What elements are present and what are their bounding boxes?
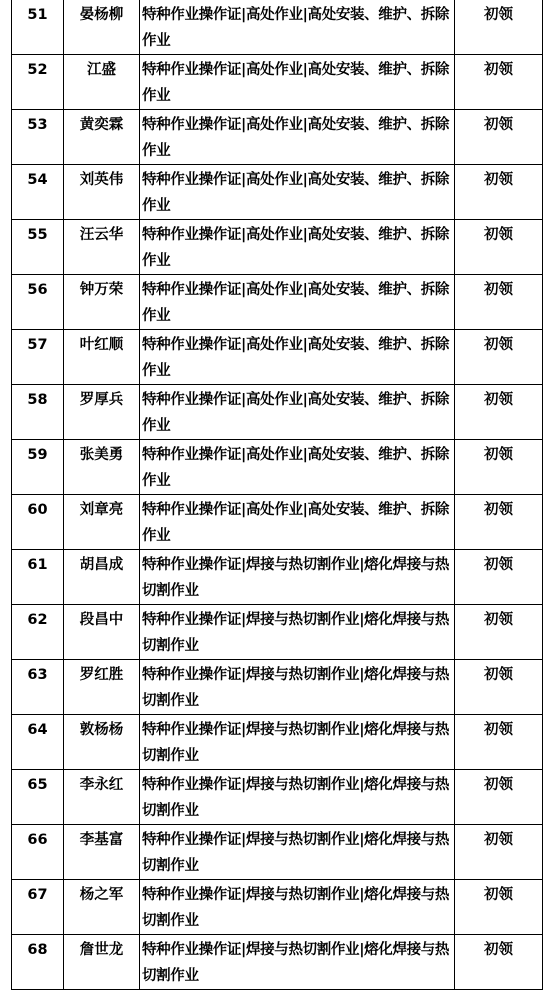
application-type: 初领 <box>455 55 543 110</box>
row-number: 56 <box>12 275 64 330</box>
person-name: 刘英伟 <box>64 165 140 220</box>
row-number: 68 <box>12 935 64 990</box>
row-number: 63 <box>12 660 64 715</box>
table-row <box>12 935 543 990</box>
person-name: 段昌中 <box>64 605 140 660</box>
certificate-type: 特种作业操作证|焊接与热切割作业|熔化焊接与热切割作业 <box>140 880 455 935</box>
row-number: 58 <box>12 385 64 440</box>
table-row <box>12 880 543 935</box>
person-name: 刘章亮 <box>64 495 140 550</box>
table-row <box>12 165 543 220</box>
certificate-type: 特种作业操作证|高处作业|高处安装、维护、拆除作业 <box>140 165 455 220</box>
row-number: 57 <box>12 330 64 385</box>
row-number: 52 <box>12 55 64 110</box>
application-type: 初领 <box>455 495 543 550</box>
table-body <box>12 0 543 990</box>
application-type: 初领 <box>455 0 543 55</box>
person-name: 罗红胜 <box>64 660 140 715</box>
application-type: 初领 <box>455 330 543 385</box>
row-number: 55 <box>12 220 64 275</box>
application-type: 初领 <box>455 165 543 220</box>
row-number: 67 <box>12 880 64 935</box>
certificate-type: 特种作业操作证|高处作业|高处安装、维护、拆除作业 <box>140 495 455 550</box>
person-name: 敦杨杨 <box>64 715 140 770</box>
person-name: 詹世龙 <box>64 935 140 990</box>
person-name: 叶红顺 <box>64 330 140 385</box>
certificate-type: 特种作业操作证|高处作业|高处安装、维护、拆除作业 <box>140 330 455 385</box>
person-name: 罗厚兵 <box>64 385 140 440</box>
row-number: 51 <box>12 0 64 55</box>
row-number: 64 <box>12 715 64 770</box>
row-number: 61 <box>12 550 64 605</box>
application-type: 初领 <box>455 440 543 495</box>
application-type: 初领 <box>455 550 543 605</box>
table-row <box>12 385 543 440</box>
table-row <box>12 550 543 605</box>
certificate-type: 特种作业操作证|焊接与热切割作业|熔化焊接与热切割作业 <box>140 715 455 770</box>
table-row <box>12 440 543 495</box>
person-name: 杨之军 <box>64 880 140 935</box>
table-row <box>12 715 543 770</box>
certificate-type: 特种作业操作证|焊接与热切割作业|熔化焊接与热切割作业 <box>140 660 455 715</box>
application-type: 初领 <box>455 880 543 935</box>
table-row <box>12 330 543 385</box>
certificate-type: 特种作业操作证|焊接与热切割作业|熔化焊接与热切割作业 <box>140 605 455 660</box>
certificate-type: 特种作业操作证|焊接与热切割作业|熔化焊接与热切割作业 <box>140 770 455 825</box>
application-type: 初领 <box>455 825 543 880</box>
certificate-type: 特种作业操作证|焊接与热切割作业|熔化焊接与热切割作业 <box>140 825 455 880</box>
row-number: 65 <box>12 770 64 825</box>
certificate-type: 特种作业操作证|高处作业|高处安装、维护、拆除作业 <box>140 110 455 165</box>
application-type: 初领 <box>455 275 543 330</box>
row-number: 60 <box>12 495 64 550</box>
table-row <box>12 660 543 715</box>
application-type: 初领 <box>455 110 543 165</box>
person-name: 江盛 <box>64 55 140 110</box>
person-name: 胡昌成 <box>64 550 140 605</box>
application-type: 初领 <box>455 935 543 990</box>
table-row <box>12 770 543 825</box>
table-row <box>12 220 543 275</box>
application-type: 初领 <box>455 605 543 660</box>
certificate-type: 特种作业操作证|高处作业|高处安装、维护、拆除作业 <box>140 440 455 495</box>
table-row <box>12 55 543 110</box>
certificate-type: 特种作业操作证|高处作业|高处安装、维护、拆除作业 <box>140 275 455 330</box>
certificate-type: 特种作业操作证|焊接与热切割作业|熔化焊接与热切割作业 <box>140 550 455 605</box>
person-name: 李基富 <box>64 825 140 880</box>
certificate-type: 特种作业操作证|焊接与热切割作业|熔化焊接与热切割作业 <box>140 935 455 990</box>
row-number: 59 <box>12 440 64 495</box>
certificate-type: 特种作业操作证|高处作业|高处安装、维护、拆除作业 <box>140 55 455 110</box>
person-name: 钟万荣 <box>64 275 140 330</box>
application-type: 初领 <box>455 715 543 770</box>
certificate-table <box>11 0 543 990</box>
application-type: 初领 <box>455 220 543 275</box>
certificate-type: 特种作业操作证|高处作业|高处安装、维护、拆除作业 <box>140 385 455 440</box>
table-row <box>12 0 543 55</box>
row-number: 54 <box>12 165 64 220</box>
table-row <box>12 605 543 660</box>
application-type: 初领 <box>455 385 543 440</box>
certificate-type: 特种作业操作证|高处作业|高处安装、维护、拆除作业 <box>140 220 455 275</box>
table-row <box>12 495 543 550</box>
table-row <box>12 825 543 880</box>
row-number: 53 <box>12 110 64 165</box>
person-name: 李永红 <box>64 770 140 825</box>
person-name: 张美勇 <box>64 440 140 495</box>
application-type: 初领 <box>455 660 543 715</box>
table-row <box>12 110 543 165</box>
person-name: 晏杨柳 <box>64 0 140 55</box>
row-number: 66 <box>12 825 64 880</box>
person-name: 汪云华 <box>64 220 140 275</box>
table-row <box>12 275 543 330</box>
person-name: 黄奕霖 <box>64 110 140 165</box>
certificate-type: 特种作业操作证|高处作业|高处安装、维护、拆除作业 <box>140 0 455 55</box>
application-type: 初领 <box>455 770 543 825</box>
row-number: 62 <box>12 605 64 660</box>
